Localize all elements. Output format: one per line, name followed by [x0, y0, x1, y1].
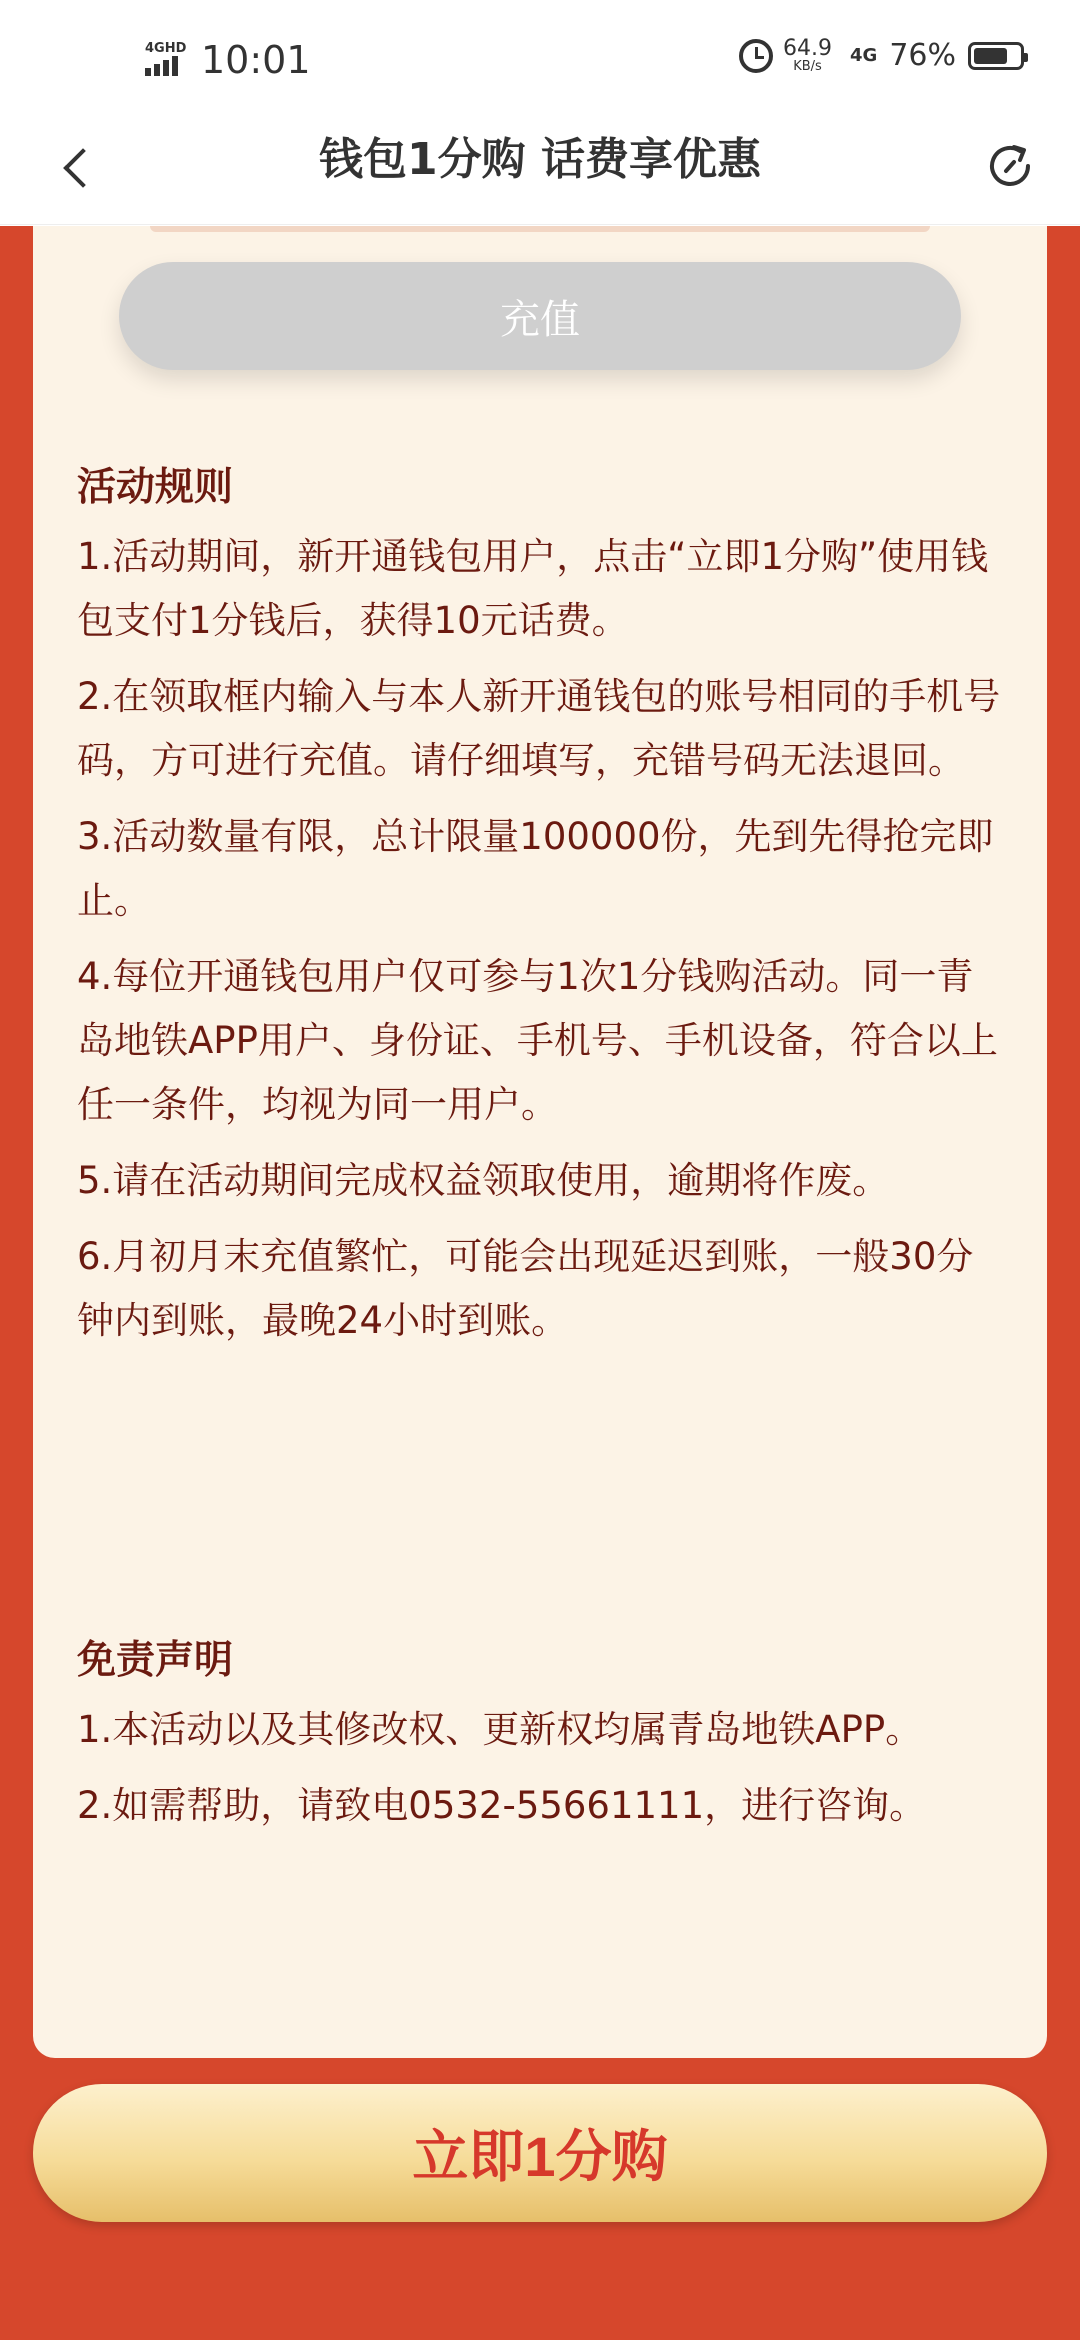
- net-speed: [783, 38, 832, 74]
- buy-now-button[interactable]: 立即1分购: [33, 2084, 1047, 2222]
- input-box-bottom-edge: [150, 226, 930, 232]
- rules-title: 活动规则: [77, 465, 234, 510]
- rules-card: [33, 226, 1047, 2058]
- signal-icon: [145, 42, 191, 78]
- status-bar-right: [739, 38, 1024, 74]
- battery-percent: 76%: [889, 38, 956, 73]
- net-speed-value: 64.9: [783, 36, 832, 61]
- battery-icon: [968, 42, 1024, 70]
- refresh-icon: [982, 138, 1038, 194]
- alarm-icon: [739, 39, 773, 73]
- disclaimer-title: 免责声明: [77, 1638, 234, 1683]
- battery-fill: [974, 48, 1007, 64]
- rule-item: 3.活动数量有限，总计限量100000份，先到先得抢完即止。: [77, 815, 994, 922]
- network-label: 4GHD: [145, 41, 187, 56]
- disclaimer-section: [77, 1636, 1007, 1850]
- recharge-button[interactable]: 充值: [119, 262, 961, 370]
- refresh-button[interactable]: [978, 134, 1042, 198]
- rule-item: 5.请在活动期间完成权益领取使用，逾期将作废。: [77, 1159, 890, 1202]
- status-bar: [0, 0, 1080, 120]
- network-type-icon: 4G: [850, 45, 878, 66]
- disclaimer-item: 1.本活动以及其修改权、更新权均属青岛地铁APP。: [77, 1708, 923, 1751]
- rule-item: 1.活动期间，新开通钱包用户，点击“立即1分购”使用钱包支付1分钱后，获得10元话费。: [77, 535, 989, 642]
- main-content: [0, 226, 1080, 2340]
- chevron-left-icon: [63, 148, 103, 188]
- back-button[interactable]: [48, 138, 108, 198]
- nav-bar: [0, 120, 1080, 225]
- rule-item: 4.每位开通钱包用户仅可参与1次1分钱购活动。同一青岛地铁APP用户、身份证、手机号、手机设备，符合以上任一条件，均视为同一用户。: [77, 955, 998, 1126]
- status-bar-left: [145, 38, 311, 82]
- rules-section: [77, 463, 1007, 1365]
- status-time: 10:01: [201, 38, 311, 82]
- disclaimer-item: 2.如需帮助，请致电0532-55661111，进行咨询。: [77, 1784, 927, 1827]
- page-title: 钱包1分购 话费享优惠: [319, 134, 761, 185]
- rule-item: 2.在领取框内输入与本人新开通钱包的账号相同的手机号码，方可进行充值。请仔细填写，充错号码无法退回。: [77, 675, 1001, 782]
- rule-item: 6.月初月末充值繁忙，可能会出现延迟到账，一般30分钟内到账，最晚24小时到账。: [77, 1235, 974, 1342]
- net-speed-unit: KB/s: [793, 59, 822, 74]
